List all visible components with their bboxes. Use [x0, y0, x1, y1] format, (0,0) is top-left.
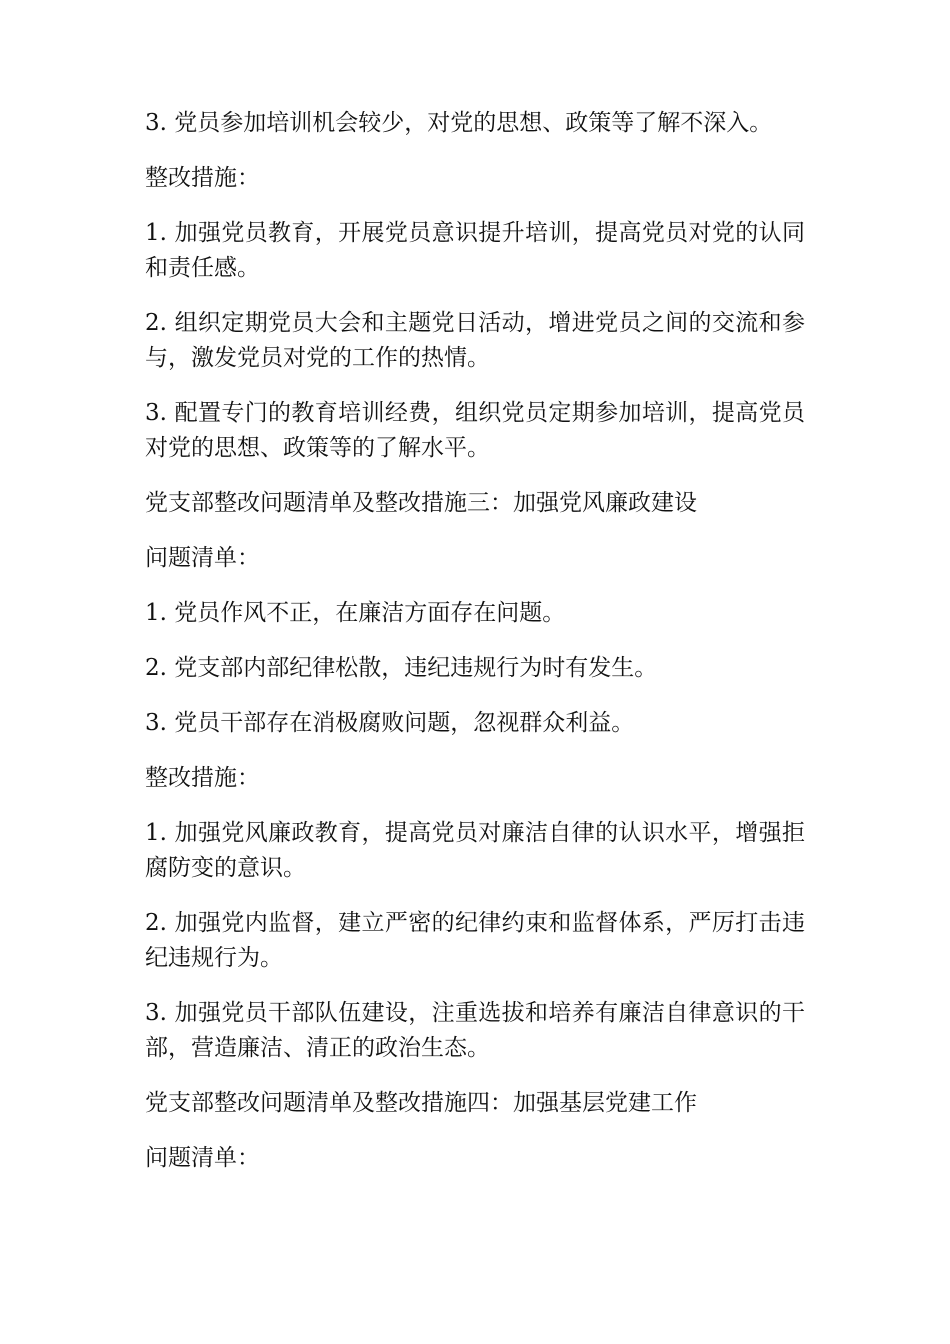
heading-problem-list-2: 问题清单： — [145, 1145, 260, 1171]
paragraph-problem-3: 3. 党员参加培训机会较少，对党的思想、政策等了解不深入。 — [145, 110, 773, 136]
paragraph-measure-2: 2. 组织定期党员大会和主题党日活动，增进党员之间的交流和参与，激发党员对党的工作的热情。 — [145, 310, 805, 371]
paragraph-problem-3b: 3. 党员干部存在消极腐败问题，忽视群众利益。 — [145, 710, 635, 736]
paragraph-measure-2b: 2. 加强党内监督，建立严密的纪律约束和监督体系，严厉打击违纪违规行为。 — [145, 910, 805, 971]
paragraph-measure-3: 3. 配置专门的教育培训经费，组织党员定期参加培训，提高党员对党的思想、政策等的了解水平。 — [145, 400, 805, 461]
paragraph-problem-2: 2. 党支部内部纪律松散，违纪违规行为时有发生。 — [145, 655, 658, 681]
heading-rectification-measures: 整改措施： — [145, 165, 260, 191]
paragraph-measure-1b: 1. 加强党风廉政教育，提高党员对廉洁自律的认识水平，增强拒腐防变的意识。 — [145, 820, 805, 881]
paragraph-problem-1: 1. 党员作风不正，在廉洁方面存在问题。 — [145, 600, 566, 626]
section-title-part-four: 党支部整改问题清单及整改措施四：加强基层党建工作 — [145, 1090, 697, 1116]
paragraph-measure-3b: 3. 加强党员干部队伍建设，注重选拔和培养有廉洁自律意识的干部，营造廉洁、清正的政治生态。 — [145, 1000, 805, 1061]
section-title-part-three: 党支部整改问题清单及整改措施三：加强党风廉政建设 — [145, 490, 697, 516]
heading-rectification-measures-2: 整改措施： — [145, 765, 260, 791]
document-body — [145, 106, 805, 1196]
heading-problem-list: 问题清单： — [145, 545, 260, 571]
paragraph-measure-1: 1. 加强党员教育，开展党员意识提升培训，提高党员对党的认同和责任感。 — [145, 220, 805, 281]
